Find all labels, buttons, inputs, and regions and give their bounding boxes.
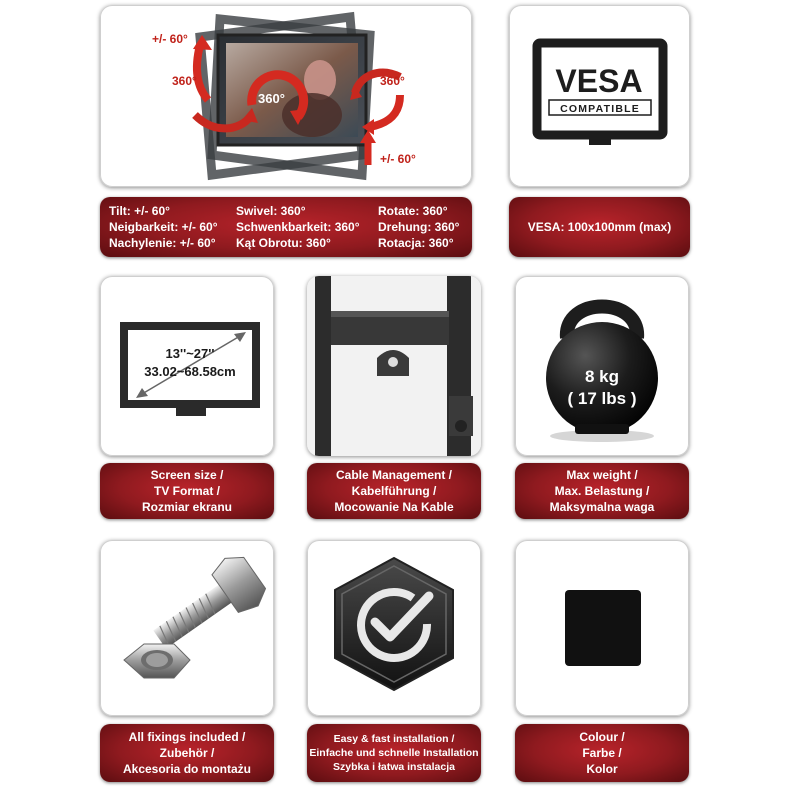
weight-label-en: Max weight / xyxy=(566,468,638,482)
screen-size-label-de: TV Format / xyxy=(153,484,220,498)
fixings-label-pl: Akcesoria do montażu xyxy=(122,762,252,776)
swivel-left-text: 360° xyxy=(172,74,197,88)
spec-swivel-de: Schwenkbarkeit: 360° xyxy=(236,220,360,234)
wall-mount-bracket-illustration xyxy=(307,276,481,456)
vesa-logo-main: VESA xyxy=(555,63,643,99)
vesa-illustration xyxy=(509,5,690,187)
install-label-pl: Szybka i łatwa instalacja xyxy=(333,761,455,773)
screen-size-label-pl: Rozmiar ekranu xyxy=(141,500,233,514)
rotate-center-text: 360° xyxy=(258,91,285,106)
vesa-card xyxy=(509,5,690,187)
cable-label-en: Cable Management / xyxy=(335,468,453,482)
spec-rotate-en: Rotate: 360° xyxy=(378,204,448,218)
rotation-card xyxy=(100,5,472,187)
cable-management-label xyxy=(307,463,481,519)
install-label-en: Easy & fast installation / xyxy=(333,733,455,745)
cable-label-de: Kabelführung / xyxy=(351,484,437,498)
weight-kg-text: 8 kg xyxy=(584,367,620,386)
installation-label xyxy=(307,724,481,782)
spec-tilt-de: Neigbarkeit: +/- 60° xyxy=(109,220,218,234)
tilt-top-text: +/- 60° xyxy=(152,32,188,46)
spec-rotate-de: Drehung: 360° xyxy=(378,220,460,234)
screen-size-illustration xyxy=(100,276,274,456)
screen-size-label xyxy=(100,463,274,519)
spec-swivel-pl: Kąt Obrotu: 360° xyxy=(236,236,331,250)
colour-label xyxy=(515,724,689,782)
spec-swivel-en: Swivel: 360° xyxy=(236,204,306,218)
colour-swatch xyxy=(565,590,641,666)
spec-tilt-en: Tilt: +/- 60° xyxy=(109,204,170,218)
cable-management-card xyxy=(307,276,481,456)
cable-label-pl: Mocowanie Na Kable xyxy=(334,500,454,514)
rotation-label xyxy=(100,197,472,257)
max-weight-label xyxy=(515,463,689,519)
spec-tilt-pl: Nachylenie: +/- 60° xyxy=(109,236,216,250)
fixings-label xyxy=(100,724,274,782)
colour-label-en: Colour / xyxy=(579,730,625,744)
bolt-and-nut-icon xyxy=(100,540,274,716)
kettlebell-icon xyxy=(515,276,689,456)
colour-label-pl: Kolor xyxy=(586,762,618,776)
screen-size-card xyxy=(100,276,274,456)
vesa-label xyxy=(509,197,690,257)
check-hexagon-icon xyxy=(307,540,481,716)
install-label-de: Einfache und schnelle Installation xyxy=(309,747,479,759)
fixings-card xyxy=(100,540,274,716)
weight-label-de: Max. Belastung / xyxy=(554,484,650,498)
fixings-label-en: All fixings included / xyxy=(128,730,246,744)
screen-size-inches: 13''~27'' xyxy=(165,346,215,361)
vesa-label-text: VESA: 100x100mm (max) xyxy=(527,220,672,234)
fixings-label-de: Zubehör / xyxy=(159,746,215,760)
rotation-illustration xyxy=(100,5,472,187)
colour-card xyxy=(515,540,689,716)
vesa-logo-sub: COMPATIBLE xyxy=(560,103,640,115)
swivel-right-text: 360° xyxy=(380,74,405,88)
screen-size-cm: 33.02~68.58cm xyxy=(144,364,236,379)
spec-rotate-pl: Rotacja: 360° xyxy=(378,236,454,250)
weight-label-pl: Maksymalna waga xyxy=(549,500,655,514)
weight-lbs-text: ( 17 lbs ) xyxy=(567,389,637,408)
installation-card xyxy=(307,540,481,716)
max-weight-card xyxy=(515,276,689,456)
colour-label-de: Farbe / xyxy=(582,746,622,760)
screen-size-label-en: Screen size / xyxy=(150,468,224,482)
tilt-bottom-text: +/- 60° xyxy=(380,152,416,166)
